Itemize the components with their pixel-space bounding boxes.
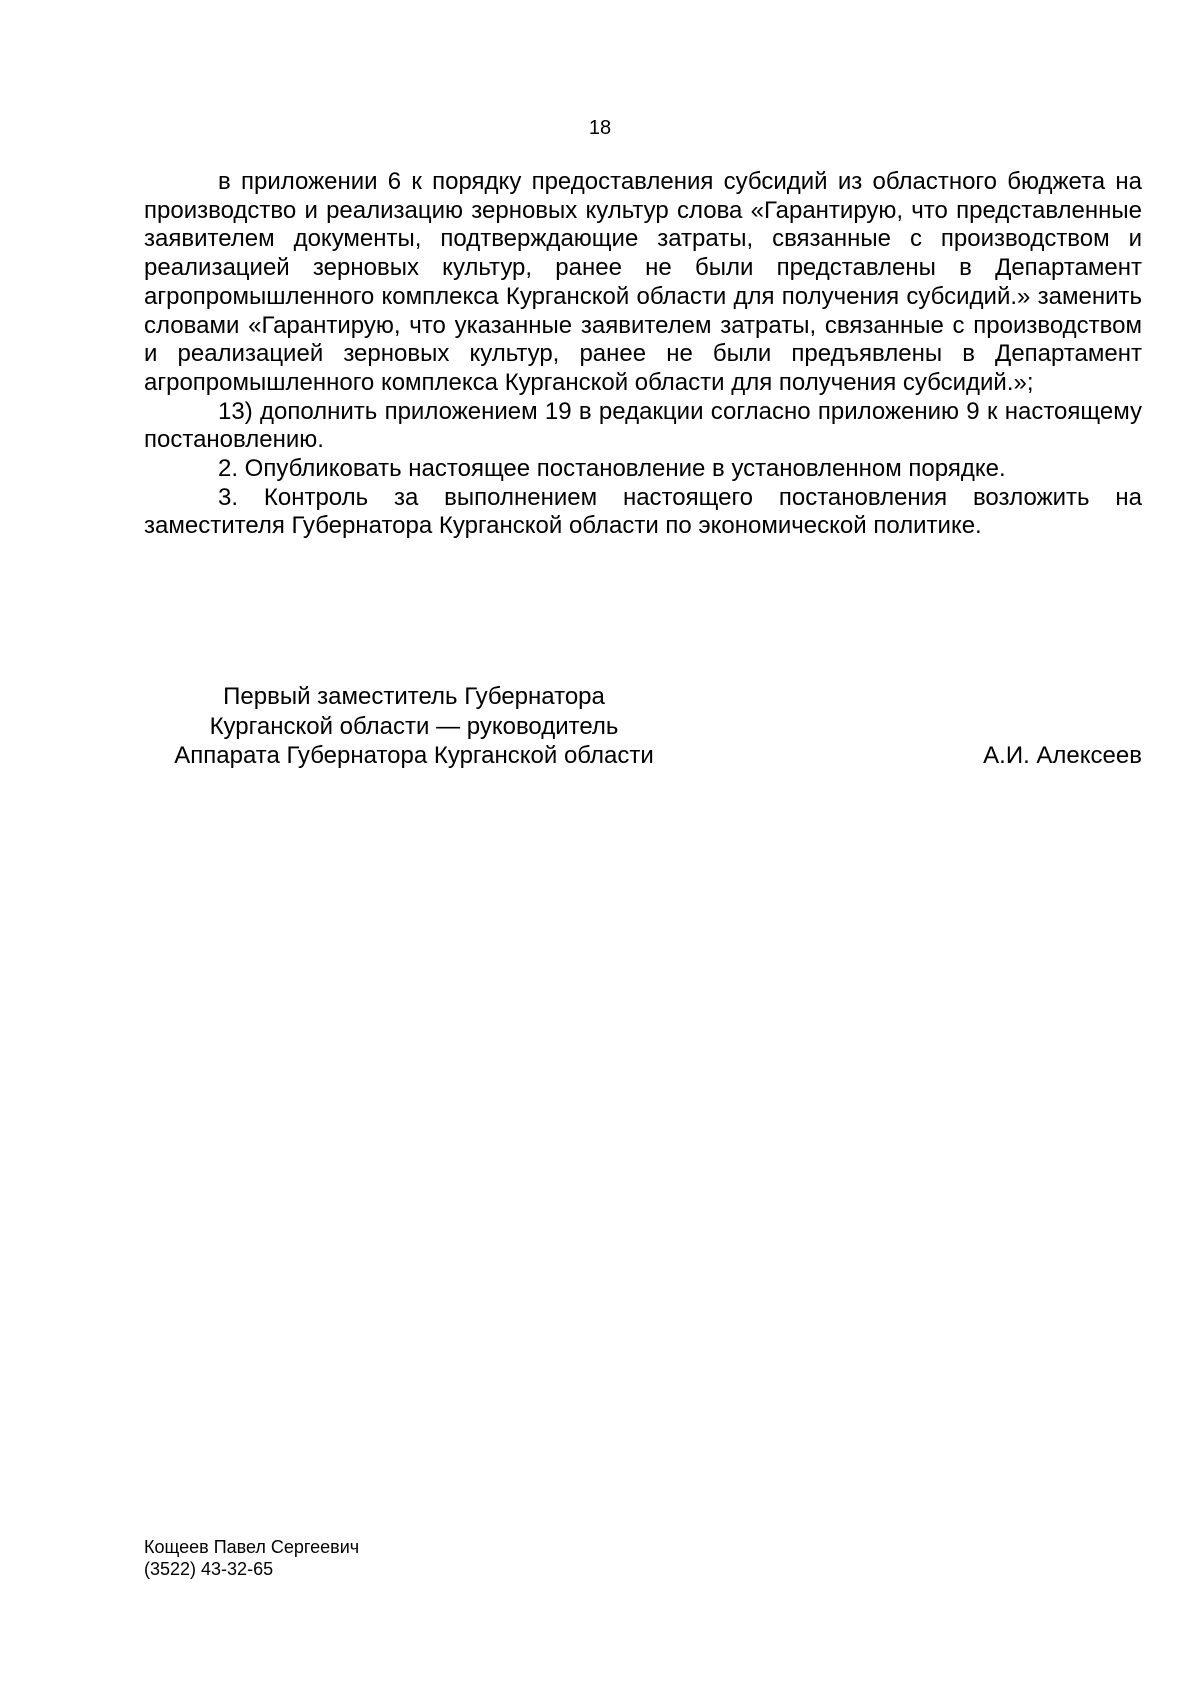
document-body [144,168,1142,541]
signatory-title-line: Курганской области — руководитель [209,712,619,740]
signatory-title [144,682,684,771]
executor-name: Кощеев Павел Сергеевич [144,1537,360,1557]
signatory-title-line: Первый заместитель Губернатора [223,683,605,710]
signatory-title-line: Аппарата Губернатора Курганской области [174,742,654,769]
signatory-name: А.И. Алексеев [983,742,1142,769]
paragraph-item-3-control: 3. Контроль за выполнением настоящего постановления возложить на заместителя Губернатора Курганской области по экономической политике. [144,483,1142,540]
paragraph-item-2-publish: 2. Опубликовать настоящее постановление в установленном порядке. [218,455,1006,483]
executor-info [144,1536,359,1580]
paragraph-annex-6-amendment: в приложении 6 к порядку предоставления субсидий из областного бюджета на производство и реализацию зерновых культур слова «Гарантирую, что представленные заявителем документы, подтверждающие затраты, связанные с производством и реализацией зерновых культур, ранее не были представлены в Департамент агропромышленного комплекса Курганской области для получения субсидий.» заменить словами «Гарантирую, что указанные заявителем затраты, связанные с производством и реализацией зерновых культур, ранее не были предъявлены в Департамент агропромышленного комплекса Курганской области для получения субсидий.»; [144,168,1142,396]
executor-phone: (3522) 43-32-65 [144,1559,274,1579]
page-number: 18 [588,117,612,139]
signature-block [144,682,1142,772]
paragraph-item-13: 13) дополнить приложением 19 в редакции согласно приложению 9 к настоящему постановлению. [144,397,1142,454]
